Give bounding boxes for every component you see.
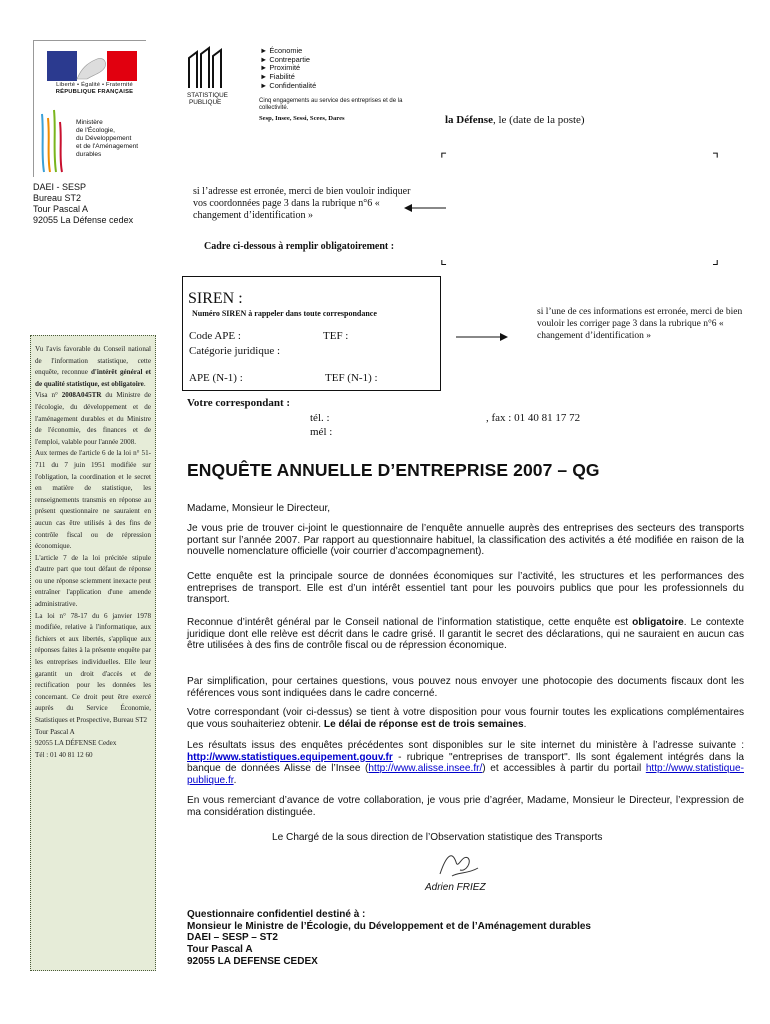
legal-paragraph [35, 344, 151, 390]
paragraph-text: Reconnue d’intérêt général par le Conseil national de l’information statistique, cette enquête est [187, 617, 633, 628]
paragraph-text: Je vous prie de trouver ci-joint le questionnaire de l’enquête annuelle auprès des entreprises des secteurs des transports portant sur l’année 2007. Par rapport au questionnaire habituel, la classification des activités a été modifiée en raison de la nouvelle nomenclature officielle (voir courrier d’accompagnement). [187, 523, 744, 558]
paragraph-text: . [523, 718, 527, 730]
paragraph-text: - rubrique "entreprises de transport". Ils sont également intégrés dans la banque de données Alisse de l’Insee ( [187, 751, 744, 775]
body-paragraph-6 [187, 740, 744, 786]
greeting: Madame, Monsieur le Directeur, [187, 503, 331, 514]
paragraph-text: Votre correspondant (voir ci-dessus) se tient à votre disposition pour vous fournir toutes les explications complémentaires que vous souhaiteriez obtenir. [187, 707, 744, 730]
tef-n1-label: TEF (N-1) : [325, 372, 378, 384]
ministry-line: et de l'Aménagement [76, 143, 139, 150]
engagement-item: ► Proximité [260, 63, 301, 73]
ministry-name [76, 119, 146, 159]
correspondant-label: Votre correspondant : [187, 397, 291, 409]
recipient-line: Questionnaire confidentiel destiné à : [187, 909, 366, 920]
address-window-corner-br: ⌟ [712, 251, 720, 268]
legal-paragraph: Aux termes de l'article 6 de la loi n° 51-711 du 7 juin 1951 modifiée sur l'obligation, la coordination et le secret en matière de statistique, les renseignements transmis en réponse au présent questionnaire ne sauraient en aucun cas être utilisés à des fins de contrôle fiscal ou de répression économique. [35, 449, 151, 551]
body-paragraph-2 [187, 571, 744, 606]
address-window-corner-tl: ⌜ [440, 151, 448, 168]
address-window-corner-bl: ⌞ [440, 251, 448, 268]
engagement-item: ► Contrepartie [260, 54, 311, 64]
republic-motto: Liberté • Égalité • Fraternité [56, 82, 133, 88]
ape-n1-label: APE (N-1) : [189, 372, 243, 384]
legal-address-line: 92055 LA DÉFENSE Cedex [35, 739, 117, 748]
siren-title: SIREN : [188, 290, 243, 307]
recipient-line: Monsieur le Ministre de l’Écologie, du Développement et de l’Aménagement durables [187, 920, 591, 932]
paragraph-text: Les résultats issus des enquêtes précédentes sont disponibles sur le site internet du ministère à l’adresse suivante : [187, 740, 744, 751]
engagements-list [260, 47, 316, 91]
body-paragraph-1 [187, 523, 744, 558]
legal-text: Visa n° [35, 391, 62, 400]
recipient-line: Tour Pascal A [187, 944, 253, 956]
paragraph-text: . Le contexte juridique dont elle relève est décrit dans le cadre grisé. Il garantit le secret des déclarations, qui ne sauraient en aucun cas être utilisées à des fins de contrôle fiscal ou de répression économique. [187, 617, 744, 652]
info-error-note: si l’une de ces informations est erronée, merci de bien vouloir les corriger page 3 dans la rubrique n°6 « changement d’identification » [537, 307, 743, 341]
page-title: ENQUÊTE ANNUELLE D’ENTREPRISE 2007 – QG [187, 460, 600, 480]
visa-number: 2008A045TR [61, 391, 102, 400]
engagement-item: ► Fiabilité [260, 72, 295, 82]
sender-line: 92055 La Défense cedex [33, 215, 134, 225]
tel-label: tél. : [310, 412, 330, 424]
statistique-publique-link[interactable]: http://www.statistique-publique.fr [187, 763, 744, 786]
legal-text: Vu l'avis favorable du Conseil national de l'information statistique, cette enquête, reconnue [35, 345, 151, 377]
date-line [445, 114, 585, 126]
engagement-item: ► Économie [260, 46, 303, 55]
address-window-corner-tr: ⌝ [712, 151, 720, 168]
mel-label: mél : [310, 426, 333, 438]
legal-text: du Ministre de l'écologie, du développement et de l'aménagement durables et du Ministre de l'économie, des finances et de l'emploi, valable pour l'année 2008. [35, 391, 151, 446]
engagements-footer: Cinq engagements au service des entreprises et de la collectivité. [259, 98, 403, 111]
legal-paragraph: L'article 7 de la loi précitée stipule d'autre part que tout défaut de réponse ou une réponse sciemment inexacte peut entraîner l'application d'une amende administrative. [35, 553, 151, 609]
categorie-juridique-label: Catégorie juridique : [189, 345, 281, 357]
sender-line: Tour Pascal A [33, 204, 89, 214]
body-paragraph-3 [187, 617, 744, 652]
legal-address-line: Tour Pascal A [35, 727, 75, 736]
sender-line: Bureau ST2 [33, 193, 82, 203]
legal-address-line: Tél : 01 40 81 12 60 [35, 750, 93, 759]
sender-address [33, 182, 133, 226]
ministry-line: de l'Écologie, [76, 127, 116, 134]
statistique-publique-logo-icon [187, 44, 231, 106]
siren-subtitle: Numéro SIREN à rappeler dans toute correspondance [192, 309, 377, 318]
arrow-right-icon [456, 332, 508, 342]
statistiques-equipement-link[interactable]: http://www.statistiques.equipement.gouv.fr [187, 751, 393, 763]
paragraph-text: Par simplification, pour certaines questions, vous pouvez nous envoyer une photocopie des documents fiscaux dont les références vous sont indiquées dans le cadre concerné. [187, 676, 744, 699]
code-ape-label: Code APE : [189, 330, 241, 342]
paragraph-text: Cette enquête est la principale source de données économiques sur l’activité, les structures et les performances des entreprises de transport. Elle est d’un intérêt essentiel tant pour les pouvoirs publics que pour les professionnels du transport. [187, 571, 744, 606]
svg-text:STATISTIQUE: STATISTIQUE [187, 92, 228, 99]
marianne-logo-icon [47, 51, 137, 81]
date-rest: , le (date de la poste) [492, 114, 585, 126]
delai-text: Le délai de réponse est de trois semaines [323, 718, 524, 730]
legal-paragraph [35, 390, 151, 448]
engagement-item: ► Confidentialité [260, 80, 317, 90]
legal-text-bold: d'intérêt général et de qualité statistique, est obligatoire [35, 368, 152, 388]
body-paragraph-7 [187, 795, 744, 818]
ministry-line: Ministère [76, 119, 103, 126]
address-error-note: si l’adresse est erronée, merci de bien vouloir indiquer vos coordonnées page 3 dans la rubrique n°6 « changement d’identification » [193, 186, 411, 221]
legal-paragraph: La loi n° 78-17 du 6 janvier 1978 modifiée, relative à l'informatique, aux fichiers et aux libertés, s'applique aux réponses faites à la présente enquête par les entreprises individuelles. Elle leur garantit un droit d'accès et de rectification pour les données les concernant. Ce droit peut être exercé auprès du Service Économie, Statistiques et Prospective, Bureau ST2 [35, 611, 151, 724]
svg-text:PUBLIQUE: PUBLIQUE [189, 99, 222, 106]
signature-title: Le Chargé de la sous direction de l’Observation statistique des Transports [272, 832, 603, 843]
alisse-insee-link[interactable]: http://www.alisse.insee.fr/ [368, 763, 483, 775]
tef-label: TEF : [323, 330, 349, 342]
paragraph-text: . [233, 774, 237, 786]
paragraph-text: En vous remerciant d’avance de votre collaboration, je vous prie d’agréer, Madame, Monsieur le Directeur, l’expression de ma considération distinguée. [187, 795, 744, 818]
ministry-line: durables [76, 151, 102, 158]
engagements-partners: Sesp, Insee, Sessi, Scees, Dares [259, 115, 345, 122]
fax-label: , fax : 01 40 81 17 72 [486, 412, 581, 424]
legal-text: . [143, 379, 146, 388]
cadre-label: Cadre ci-dessous à remplir obligatoirement : [204, 241, 395, 252]
body-paragraph-4 [187, 676, 744, 699]
sender-line: DAEI - SESP [33, 182, 87, 192]
republic-caption [47, 82, 142, 96]
handwritten-signature-icon [432, 846, 484, 884]
legal-sidebar [30, 335, 156, 971]
body-paragraph-5 [187, 707, 744, 730]
obligatoire-text: obligatoire [632, 617, 684, 628]
signatory-name: Adrien FRIEZ [425, 882, 486, 893]
ministry-line: du Développement [76, 135, 132, 142]
recipient-block [187, 909, 591, 968]
date-place: la Défense [445, 114, 493, 126]
republic-name: RÉPUBLIQUE FRANÇAISE [55, 89, 134, 95]
recipient-line: DAEI – SESP – ST2 [187, 932, 278, 944]
paragraph-text: ) et accessibles à partir du portail [482, 763, 646, 775]
ministry-bars-icon [38, 104, 68, 174]
arrow-left-icon [404, 203, 446, 213]
recipient-line: 92055 LA DEFENSE CEDEX [187, 955, 318, 967]
